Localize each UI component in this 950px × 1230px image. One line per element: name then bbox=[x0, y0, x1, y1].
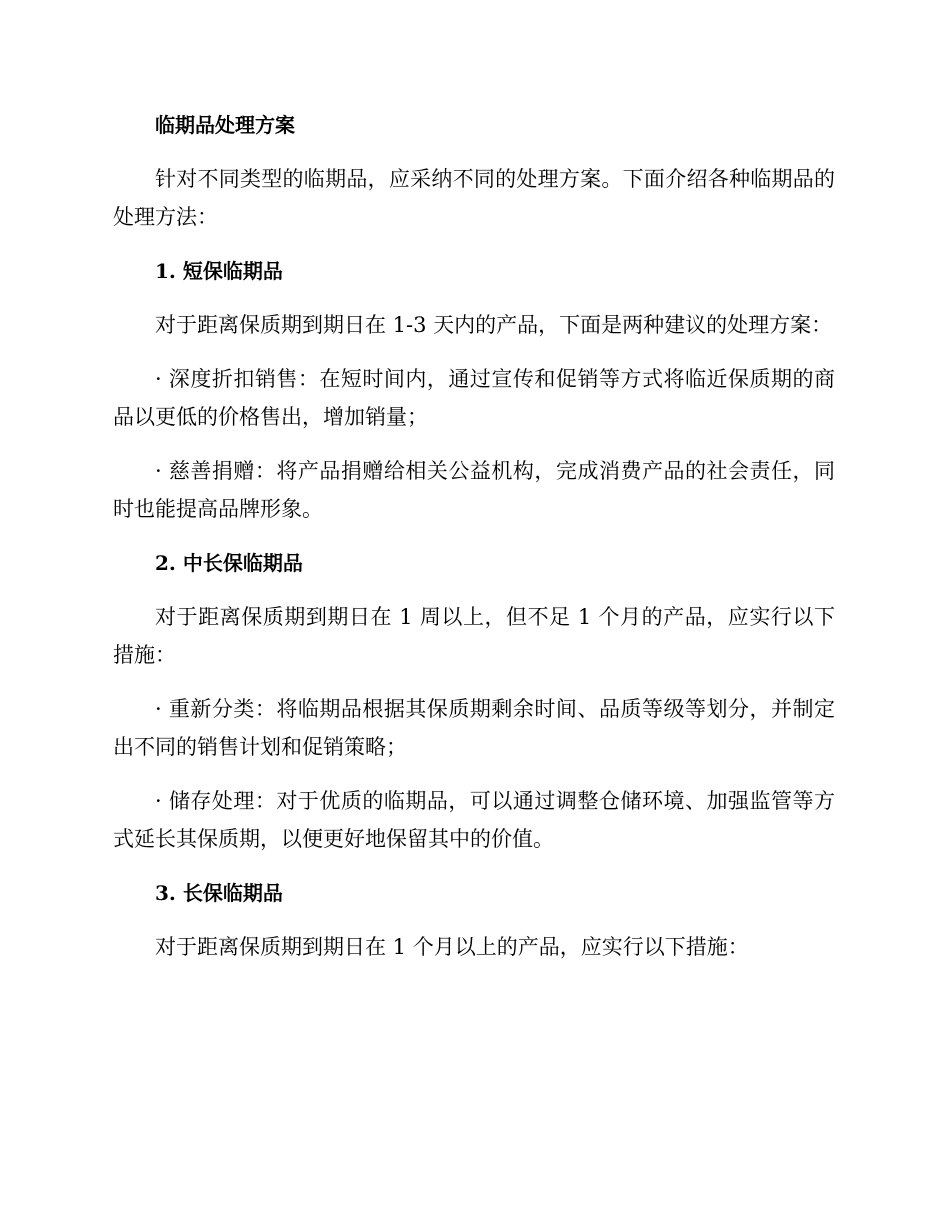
list-item-storage: · 储存处理：对于优质的临期品，可以通过调整仓储环境、加强监管等方式延长其保质期，以便更好地保留其中的价值。 bbox=[113, 789, 835, 851]
section-heading-long: 3. 长保临期品 bbox=[155, 881, 283, 905]
list-item-deep-discount: · 深度折扣销售：在短时间内，通过宣传和促销等方式将临近保质期的商品以更低的价格售出，增加销量； bbox=[113, 367, 835, 429]
section-lead-medium: 对于距离保质期到期日在 1 周以上，但不足 1 个月的产品，应实行以下措施： bbox=[113, 605, 835, 667]
document-title: 临期品处理方案 bbox=[155, 113, 295, 137]
section-lead-short: 对于距离保质期到期日在 1-3 天内的产品，下面是两种建议的处理方案： bbox=[155, 313, 833, 337]
intro-paragraph: 针对不同类型的临期品，应采纳不同的处理方案。下面介绍各种临期品的处理方法： bbox=[113, 167, 835, 229]
list-item-reclassify: · 重新分类：将临期品根据其保质期剩余时间、品质等级等划分，并制定出不同的销售计划和促销策略； bbox=[113, 697, 835, 759]
document-page bbox=[113, 106, 835, 982]
section-lead-long: 对于距离保质期到期日在 1 个月以上的产品，应实行以下措施： bbox=[155, 935, 749, 959]
section-heading-short: 1. 短保临期品 bbox=[155, 259, 283, 283]
list-item-charity: · 慈善捐赠：将产品捐赠给相关公益机构，完成消费产品的社会责任，同时也能提高品牌形象。 bbox=[113, 459, 835, 521]
section-heading-medium: 2. 中长保临期品 bbox=[155, 551, 303, 575]
